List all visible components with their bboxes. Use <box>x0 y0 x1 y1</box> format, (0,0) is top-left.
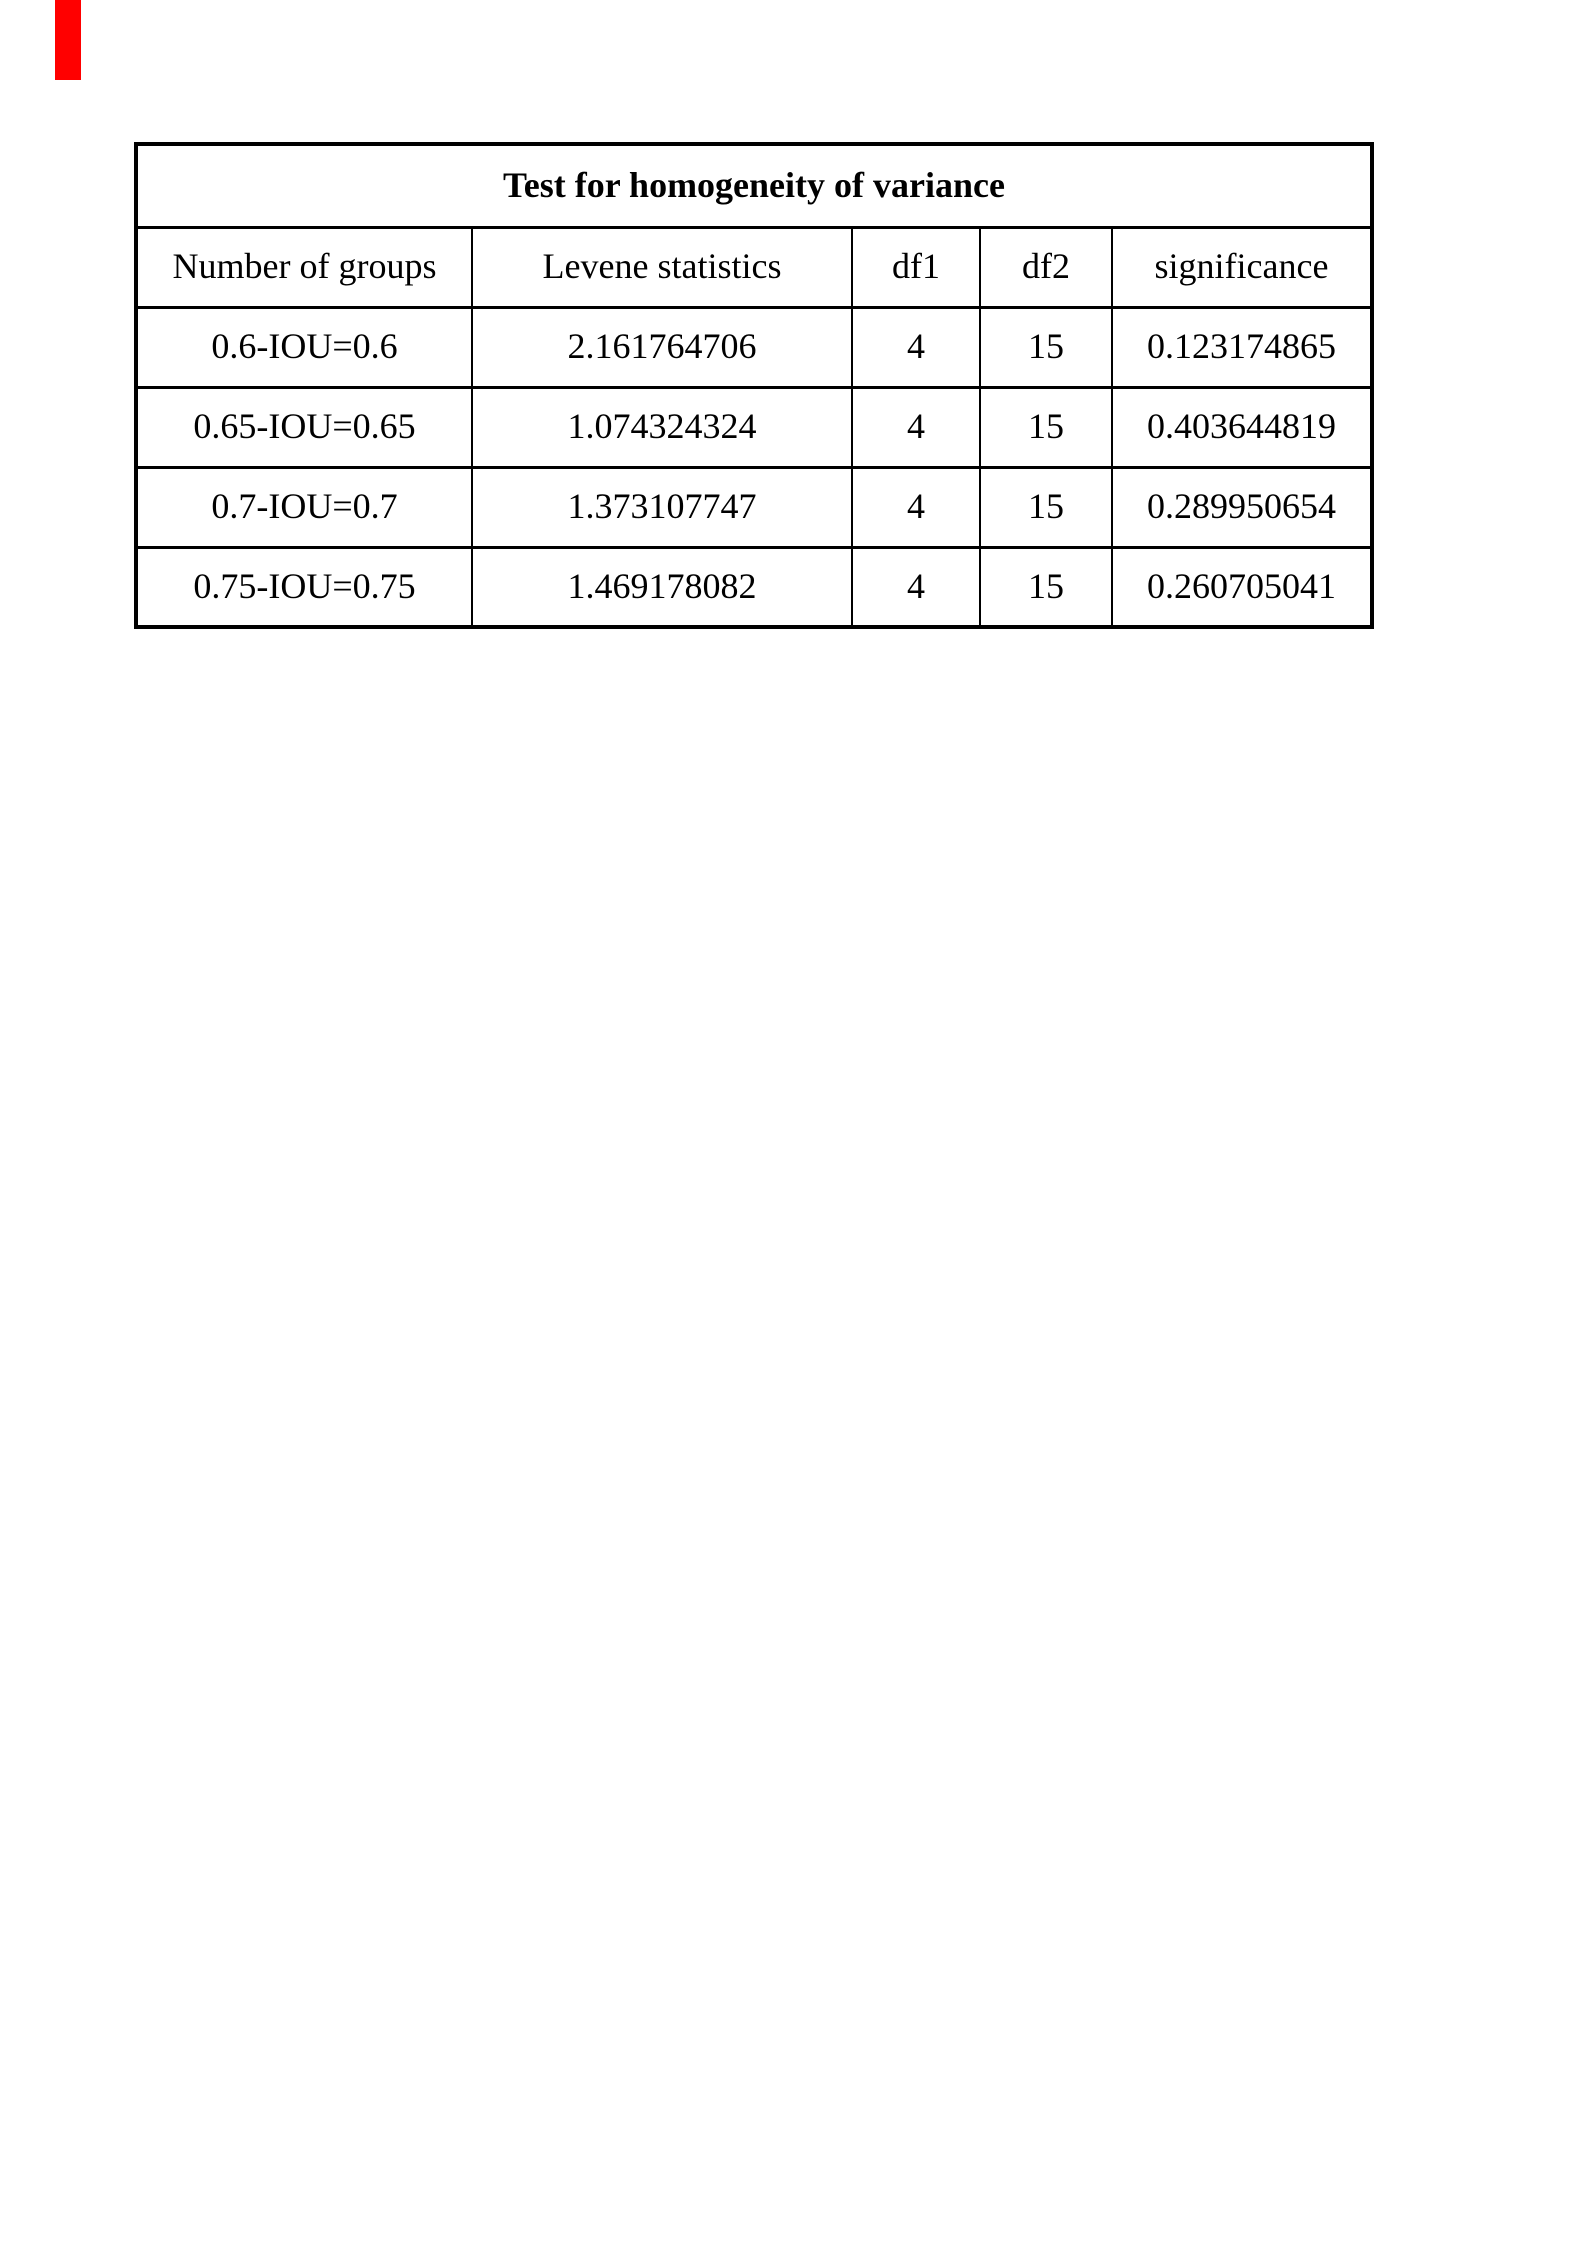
table-row <box>136 467 1372 547</box>
cell-df2: 15 <box>980 467 1112 547</box>
cell-df1: 4 <box>852 547 980 627</box>
cell-df1: 4 <box>852 387 980 467</box>
cell-levene: 2.161764706 <box>472 307 852 387</box>
column-header-df2: df2 <box>980 227 1112 307</box>
cell-group: 0.7-IOU=0.7 <box>136 467 472 547</box>
table-header-row <box>136 227 1372 307</box>
variance-table <box>134 142 1374 629</box>
cell-df2: 15 <box>980 547 1112 627</box>
cell-significance: 0.403644819 <box>1112 387 1372 467</box>
column-header-levene-statistics: Levene statistics <box>472 227 852 307</box>
cell-group: 0.65-IOU=0.65 <box>136 387 472 467</box>
red-marker <box>55 0 81 80</box>
column-header-number-of-groups: Number of groups <box>136 227 472 307</box>
cell-levene: 1.469178082 <box>472 547 852 627</box>
cell-levene: 1.074324324 <box>472 387 852 467</box>
column-header-df1: df1 <box>852 227 980 307</box>
cell-df2: 15 <box>980 387 1112 467</box>
cell-significance: 0.260705041 <box>1112 547 1372 627</box>
cell-group: 0.6-IOU=0.6 <box>136 307 472 387</box>
table-title: Test for homogeneity of variance <box>136 144 1372 227</box>
table-title-row <box>136 144 1372 227</box>
cell-levene: 1.373107747 <box>472 467 852 547</box>
table-row <box>136 387 1372 467</box>
cell-df2: 15 <box>980 307 1112 387</box>
column-header-significance: significance <box>1112 227 1372 307</box>
table-row <box>136 307 1372 387</box>
cell-group: 0.75-IOU=0.75 <box>136 547 472 627</box>
cell-significance: 0.123174865 <box>1112 307 1372 387</box>
cell-df1: 4 <box>852 307 980 387</box>
cell-significance: 0.289950654 <box>1112 467 1372 547</box>
cell-df1: 4 <box>852 467 980 547</box>
table-row <box>136 547 1372 627</box>
